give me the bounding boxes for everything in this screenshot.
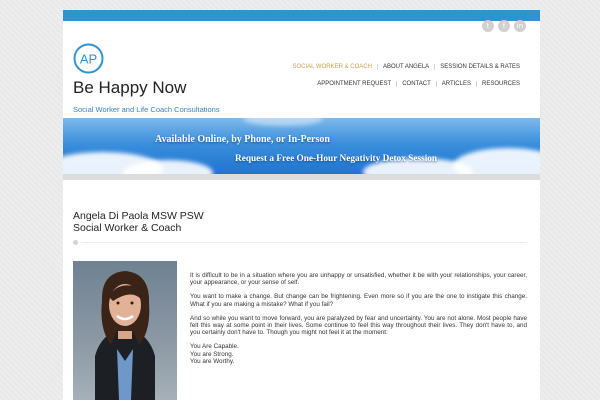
top-accent-bar: [63, 10, 540, 21]
nav-social-worker-coach[interactable]: SOCIAL WORKER & COACH: [292, 64, 372, 70]
social-links: [482, 20, 526, 32]
divider-dot: [73, 240, 78, 245]
nav-contact[interactable]: CONTACT: [396, 81, 436, 87]
page-subtitle: Social Worker & Coach: [73, 222, 182, 234]
page-title: Angela Di Paola MSW PSW: [73, 210, 204, 222]
banner-headline: Available Online, by Phone, or In-Person: [155, 134, 330, 145]
site-title[interactable]: Be Happy Now: [73, 78, 187, 97]
intro-text: [190, 272, 527, 365]
profile-photo: [73, 261, 177, 400]
intro-paragraph-2: You want to make a change. But change can be frightening. Even more so if you are the one to instigate this change. What if you are making a mistake? What if you fail?: [190, 293, 527, 308]
nav-session-details-rates[interactable]: SESSION DETAILS & RATES: [434, 64, 525, 70]
sky-banner: [63, 118, 540, 174]
banner-cloud: [453, 148, 540, 174]
site-tagline: Social Worker and Life Coach Consultations: [73, 105, 220, 114]
main-nav-row-2: [312, 81, 525, 87]
nav-articles[interactable]: ARTICLES: [436, 81, 476, 87]
main-nav-row-1: [287, 64, 525, 70]
affirmation-3: You are Worthy.: [190, 357, 235, 365]
affirmation-1: You Are Capable.: [190, 343, 239, 351]
intro-paragraph-1: It is difficult to be in a situation where you are unhappy or unsatisfied, whether it be with your relationships, your career, your appearance, or your sense of self.: [190, 272, 527, 287]
intro-paragraph-3: And so while you want to move forward, you are paralyzed by fear and uncertainty. You are not alone. Most people have felt this way at some point in their lives. Some continue to feel this way throughout their lives. They don't have to, and you certainly don't have to. Though you might not feel it at the moment:: [190, 314, 527, 337]
logo-letters: AP: [79, 51, 98, 67]
linkedin-icon[interactable]: in: [514, 20, 526, 32]
nav-appointment-request[interactable]: APPOINTMENT REQUEST: [317, 81, 392, 87]
facebook-icon[interactable]: f: [498, 20, 510, 32]
page-container: [63, 10, 540, 400]
content-separator-band: [63, 174, 540, 180]
affirmation-2: You are Strong.: [190, 350, 234, 358]
nav-about-angela[interactable]: ABOUT ANGELA: [377, 64, 434, 70]
twitter-icon[interactable]: t: [482, 20, 494, 32]
divider-line: [81, 242, 527, 243]
nav-resources[interactable]: RESOURCES: [476, 81, 525, 87]
logo-icon[interactable]: [73, 43, 104, 74]
banner-cloud: [243, 118, 323, 126]
banner-cta[interactable]: Request a Free One-Hour Negativity Detox Session: [235, 154, 438, 164]
